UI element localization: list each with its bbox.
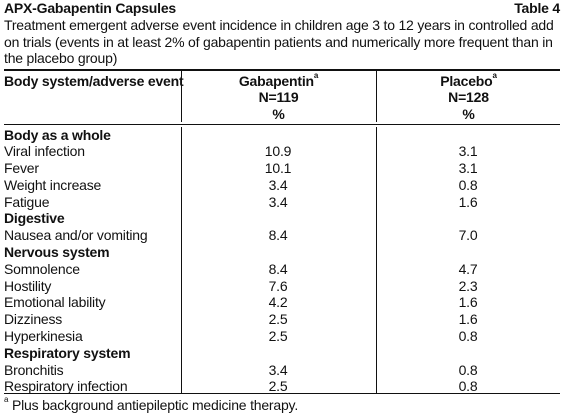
header-placebo <box>376 71 560 122</box>
footnote-marker: a <box>4 394 9 404</box>
section-header-row <box>4 345 560 362</box>
section-label: Body as a whole <box>4 126 111 143</box>
placebo-value: 2.3 <box>458 277 478 294</box>
header-gabapentin <box>181 71 375 122</box>
table-row <box>4 311 560 328</box>
placebo-value: 3.1 <box>458 160 478 177</box>
adverse-event-label: Hostility <box>4 277 52 294</box>
gabapentin-value: 3.4 <box>268 176 288 193</box>
placebo-value: 0.8 <box>458 176 478 193</box>
table-row <box>4 294 560 311</box>
section-header-row <box>4 127 560 144</box>
adverse-event-label: Emotional lability <box>4 294 106 311</box>
placebo-value: 4.7 <box>458 260 478 277</box>
gabapentin-unit: % <box>272 105 285 122</box>
gabapentin-value: 8.4 <box>268 227 288 244</box>
table-row <box>4 227 560 244</box>
document-title: APX-Gabapentin Capsules <box>4 0 176 16</box>
gabapentin-title-line <box>182 70 375 90</box>
table-row <box>4 177 560 194</box>
gabapentin-value: 4.2 <box>268 294 288 311</box>
table-row <box>4 194 560 211</box>
gabapentin-n: N=119 <box>258 89 299 105</box>
placebo-n: N=128 <box>448 89 489 105</box>
adverse-event-label: Dizziness <box>4 311 63 328</box>
gabapentin-value: 7.6 <box>268 277 288 294</box>
placebo-unit: % <box>462 105 475 122</box>
table-row <box>4 328 560 345</box>
gabapentin-value: 8.4 <box>268 260 288 277</box>
adverse-event-label: Viral infection <box>4 143 85 160</box>
title-row <box>4 0 560 17</box>
table-header <box>4 71 560 124</box>
placebo-footnote-marker: a <box>492 70 497 80</box>
adverse-event-label: Nausea and/or vomiting <box>4 227 148 244</box>
footnote <box>4 394 560 413</box>
table-row <box>4 278 560 295</box>
section-header-row <box>4 210 560 227</box>
table-body <box>4 127 560 393</box>
section-label: Nervous system <box>4 244 110 261</box>
adverse-event-label: Fever <box>4 160 39 177</box>
placebo-value: 1.6 <box>458 294 478 311</box>
header-rule <box>4 124 560 125</box>
adverse-event-label: Weight increase <box>4 176 102 193</box>
adverse-event-label: Hyperkinesia <box>4 328 83 345</box>
section-label: Digestive <box>4 210 65 227</box>
placebo-label: Placebo <box>440 72 493 89</box>
footnote-text: Plus background antiepileptic medicine therapy. <box>8 396 299 413</box>
placebo-value: 0.8 <box>458 328 478 345</box>
gabapentin-value: 2.5 <box>268 328 288 345</box>
placebo-value: 0.8 <box>458 378 478 395</box>
gabapentin-value: 3.4 <box>268 193 288 210</box>
section-label: Respiratory system <box>4 344 131 361</box>
section-header-row <box>4 244 560 261</box>
placebo-value: 0.8 <box>458 361 478 378</box>
table-row <box>4 261 560 278</box>
gabapentin-footnote-marker: a <box>313 70 319 80</box>
placebo-value: 1.6 <box>458 193 478 210</box>
table-row <box>4 160 560 177</box>
placebo-value: 1.6 <box>458 311 478 328</box>
table-row <box>4 378 560 395</box>
adverse-event-label: Somnolence <box>4 260 80 277</box>
placebo-value: 3.1 <box>458 143 478 160</box>
table-row <box>4 362 560 379</box>
gabapentin-value: 10.9 <box>264 143 292 160</box>
gabapentin-label: Gabapentin <box>238 72 314 89</box>
table-caption: Treatment emergent adverse event incidence in children age 3 to 12 years in controlled add on trials (events in at least 2% of gabapentin patients and numerically more frequent than in the placebo group) <box>4 17 554 66</box>
adverse-event-label: Respiratory infection <box>4 378 128 395</box>
header-body-system: Body system/adverse event <box>4 72 184 89</box>
placebo-title-line <box>377 70 560 90</box>
placebo-value: 7.0 <box>458 227 478 244</box>
table-row <box>4 143 560 160</box>
adverse-event-label: Fatigue <box>4 193 50 210</box>
gabapentin-value: 2.5 <box>268 311 288 328</box>
document <box>4 0 560 413</box>
gabapentin-value: 3.4 <box>268 361 288 378</box>
adverse-event-label: Bronchitis <box>4 361 64 378</box>
table-number: Table 4 <box>514 0 560 16</box>
gabapentin-value: 2.5 <box>268 378 288 395</box>
gabapentin-value: 10.1 <box>264 160 292 177</box>
